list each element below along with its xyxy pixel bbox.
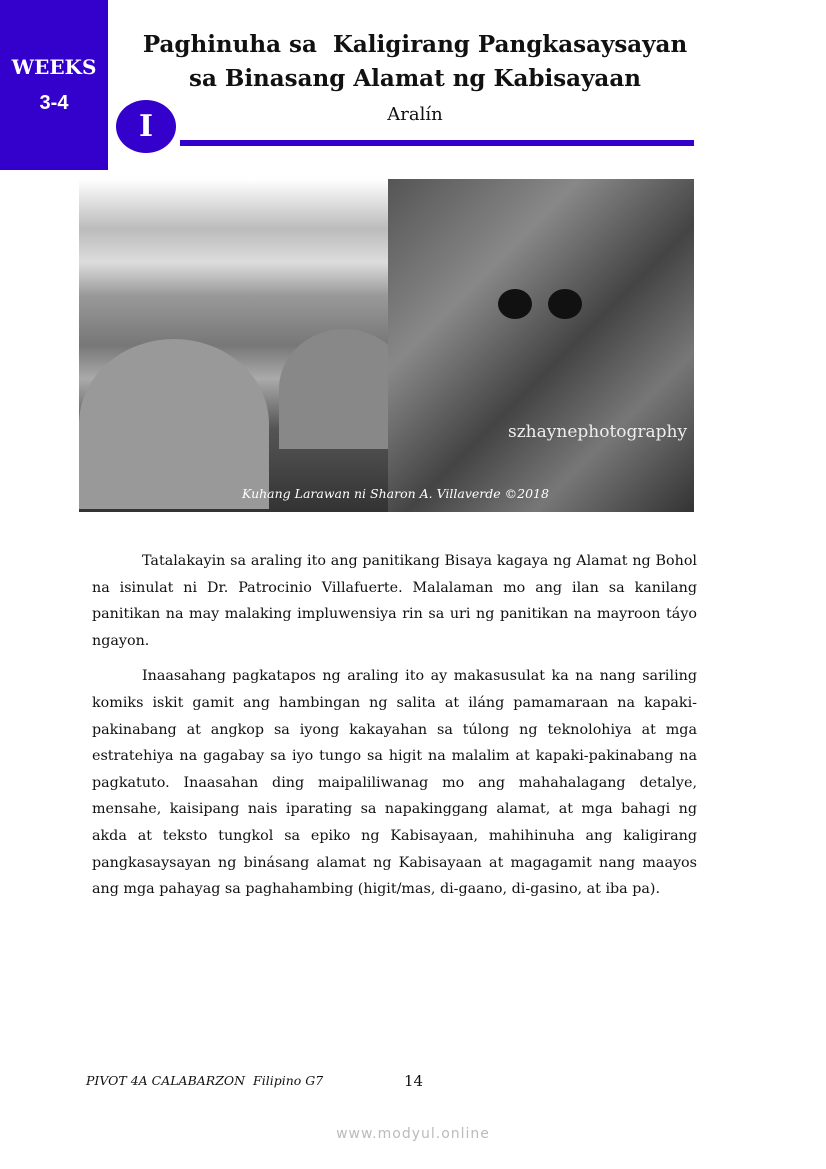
paragraph: Tatalakayin sa araling ito ang panitikang Bisaya kagaya ng Alamat ng Bohol na isinulat ni Dr. Patrocinio Villafuerte. Malalaman mo ang ilan sa kanilang panitikan na may malaking impluwensiya rin sa uri ng panitikan na mayroon táyo ngayon. — [92, 553, 697, 649]
section-label: Aralín — [387, 104, 443, 125]
weeks-badge — [0, 0, 108, 170]
photo-caption: Kuhang Larawan ni Sharon A. Villaverde ©2018 — [242, 486, 549, 501]
body-text — [92, 548, 697, 912]
title-line-2: sa Binasang Alamat ng Kabisayaan — [189, 65, 641, 92]
site-watermark: www.modyul.online — [336, 1126, 490, 1142]
photo-watermark: szhaynephotography — [508, 422, 688, 442]
page-number: 14 — [404, 1072, 424, 1090]
chocolate-hills-photo — [79, 179, 388, 512]
header-divider — [180, 140, 694, 146]
footer-label: PIVOT 4A CALABARZON Filipino G7 — [86, 1073, 324, 1088]
title-line-1: Paghinuha sa Kaligirang Pangkasaysayan — [142, 31, 688, 58]
tarsier-photo — [388, 179, 694, 512]
weeks-range: 3-4 — [39, 92, 69, 114]
section-letter-badge: I — [116, 100, 176, 153]
page-title — [120, 28, 710, 96]
weeks-label: WEEKS — [11, 55, 97, 79]
paragraph: Inaasahang pagkatapos ng araling ito ay makasusulat ka na nang sariling komiks iskit gamit ang hambingan ng salita at iláng pamamaraan na kapaki-pakinabang at angkop sa iyong kakayahan sa túlong ng teknolohiya at mga estratehiya na gagabay sa iyo tungo sa higit na malalim at kapaki-pakinabang na pagkatuto. Inaasahan ding maipaliliwanag mo ang mahahalagang detalye, mensahe, kaisipang nais iparating sa napakinggang alamat, at mga bahagi ng akda at teksto tungkol sa epiko ng Kabisayaan, mahihinuha ang kaligirang pangkasaysayan ng binásang alamat ng Kabisayaan at magagamit nang maayos ang mga pahayag sa paghahambing (higit/mas, di-gaano, di-gasino, at iba pa). — [92, 668, 697, 898]
